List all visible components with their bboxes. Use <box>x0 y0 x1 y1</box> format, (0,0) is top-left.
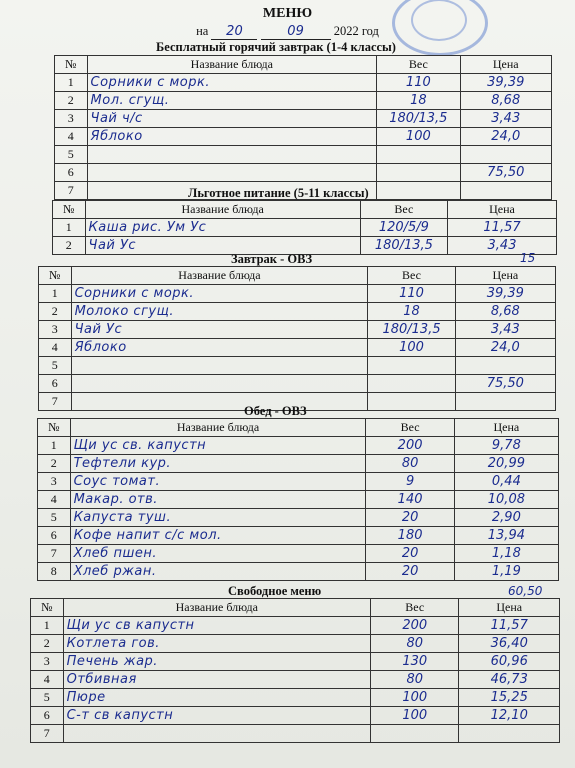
row-number: 1 <box>55 74 88 92</box>
row-number: 3 <box>31 653 64 671</box>
section-title: Свободное меню <box>228 584 322 598</box>
row-number: 8 <box>38 563 71 581</box>
column-header: Цена <box>448 201 557 219</box>
row-number: 2 <box>38 455 71 473</box>
handwritten-note: 60,50 <box>508 584 543 598</box>
table-header <box>38 419 559 437</box>
dish-name: Яблоко <box>87 128 377 146</box>
column-header: Вес <box>366 419 454 437</box>
row-number: 6 <box>31 707 64 725</box>
column-header: Цена <box>459 599 560 617</box>
dish-price: 20,99 <box>454 455 558 473</box>
row-number: 6 <box>55 164 88 182</box>
table-row <box>38 545 559 563</box>
section-title: Обед - ОВЗ <box>244 404 307 418</box>
dish-weight: 180 <box>366 527 454 545</box>
table-header <box>39 267 556 285</box>
dish-name: Хлеб ржан. <box>70 563 366 581</box>
dish-name: Чай ч/с <box>87 110 377 128</box>
menu-date: на 20 09 2022 год <box>196 24 379 39</box>
dish-weight <box>368 375 455 393</box>
dish-weight: 180/13,5 <box>360 237 447 255</box>
column-header: № <box>55 56 88 74</box>
table-row <box>31 725 560 743</box>
dish-name <box>87 164 377 182</box>
date-day: 20 <box>211 24 257 40</box>
dish-weight: 9 <box>366 473 454 491</box>
dish-weight <box>377 164 460 182</box>
dish-price: 12,10 <box>459 707 560 725</box>
table-row <box>38 455 559 473</box>
dish-name: Щи ус св. капустн <box>70 437 366 455</box>
dish-weight: 80 <box>371 635 459 653</box>
dish-price <box>459 725 560 743</box>
menu-table <box>37 418 559 581</box>
dish-weight: 110 <box>368 285 455 303</box>
dish-name: Кофе напит с/с мол. <box>70 527 366 545</box>
column-header: Название блюда <box>70 419 366 437</box>
row-number: 5 <box>38 509 71 527</box>
table-row <box>38 563 559 581</box>
row-number: 5 <box>31 689 64 707</box>
handwritten-note: 15 <box>520 251 536 265</box>
row-number: 4 <box>39 339 72 357</box>
dish-weight: 130 <box>371 653 459 671</box>
dish-weight: 20 <box>366 545 454 563</box>
dish-price <box>455 357 555 375</box>
dish-weight: 100 <box>368 339 455 357</box>
dish-name <box>71 357 368 375</box>
dish-weight: 18 <box>368 303 455 321</box>
table-row <box>39 357 556 375</box>
dish-price: 1,19 <box>454 563 558 581</box>
dish-name: Щи ус св капустн <box>63 617 370 635</box>
dish-price: 1,18 <box>454 545 558 563</box>
date-month: 09 <box>261 24 331 40</box>
dish-name: Молоко сгущ. <box>71 303 368 321</box>
table-row <box>55 146 552 164</box>
menu-table <box>52 200 557 255</box>
dish-name: Соус томат. <box>70 473 366 491</box>
table-row <box>55 110 552 128</box>
column-header: Название блюда <box>85 201 360 219</box>
table-row <box>38 527 559 545</box>
dish-weight <box>371 725 459 743</box>
dish-price: 39,39 <box>455 285 555 303</box>
column-header: Название блюда <box>71 267 368 285</box>
dish-price: 3,43 <box>455 321 555 339</box>
row-number: 1 <box>38 437 71 455</box>
dish-name: Чай Ус <box>71 321 368 339</box>
dish-weight: 140 <box>366 491 454 509</box>
row-number: 5 <box>39 357 72 375</box>
dish-name: Каша рис. Ум Ус <box>85 219 360 237</box>
column-header: Вес <box>371 599 459 617</box>
dish-name: Тефтели кур. <box>70 455 366 473</box>
row-number: 6 <box>39 375 72 393</box>
row-number: 6 <box>38 527 71 545</box>
column-header: № <box>39 267 72 285</box>
column-header: Цена <box>454 419 558 437</box>
row-number: 3 <box>55 110 88 128</box>
dish-price <box>460 182 551 200</box>
menu-table <box>38 266 556 411</box>
dish-price <box>460 146 551 164</box>
row-number: 4 <box>38 491 71 509</box>
dish-price <box>455 393 555 411</box>
column-header: Название блюда <box>87 56 377 74</box>
column-header: № <box>38 419 71 437</box>
table-row <box>31 689 560 707</box>
table-row <box>31 707 560 725</box>
dish-price: 10,08 <box>454 491 558 509</box>
dish-name: Печень жар. <box>63 653 370 671</box>
dish-price: 36,40 <box>459 635 560 653</box>
dish-name: Сорники с морк. <box>87 74 377 92</box>
dish-name: Отбивная <box>63 671 370 689</box>
column-header: Вес <box>368 267 455 285</box>
dish-weight: 100 <box>371 707 459 725</box>
row-number: 3 <box>38 473 71 491</box>
row-number: 3 <box>39 321 72 339</box>
column-header: Цена <box>460 56 551 74</box>
dish-weight: 80 <box>371 671 459 689</box>
dish-name: Сорники с морк. <box>71 285 368 303</box>
table-header <box>55 56 552 74</box>
dish-name: С-т св капустн <box>63 707 370 725</box>
table-header <box>31 599 560 617</box>
dish-price: 75,50 <box>455 375 555 393</box>
dish-weight: 80 <box>366 455 454 473</box>
section-title: Бесплатный горячий завтрак (1-4 классы) <box>156 40 396 54</box>
row-number: 1 <box>53 219 86 237</box>
dish-price: 9,78 <box>454 437 558 455</box>
row-number: 4 <box>55 128 88 146</box>
dish-weight: 180/13,5 <box>377 110 460 128</box>
table-row <box>55 92 552 110</box>
row-number: 1 <box>31 617 64 635</box>
dish-name: Мол. сгущ. <box>87 92 377 110</box>
row-number: 1 <box>39 285 72 303</box>
dish-weight: 18 <box>377 92 460 110</box>
table-row <box>39 303 556 321</box>
dish-price: 2,90 <box>454 509 558 527</box>
dish-price: 46,73 <box>459 671 560 689</box>
dish-name: Котлета гов. <box>63 635 370 653</box>
table-row <box>31 653 560 671</box>
dish-weight <box>377 146 460 164</box>
row-number: 2 <box>31 635 64 653</box>
dish-price: 11,57 <box>448 219 557 237</box>
table-header <box>53 201 557 219</box>
dish-name: Макар. отв. <box>70 491 366 509</box>
dish-price: 8,68 <box>455 303 555 321</box>
dish-weight: 20 <box>366 509 454 527</box>
table-row <box>31 671 560 689</box>
column-header: Название блюда <box>63 599 370 617</box>
menu-table <box>30 598 560 743</box>
dish-weight: 200 <box>366 437 454 455</box>
table-row <box>31 635 560 653</box>
dish-name <box>63 725 370 743</box>
dish-weight: 180/13,5 <box>368 321 455 339</box>
row-number: 4 <box>31 671 64 689</box>
table-row <box>38 437 559 455</box>
dish-price: 3,43 <box>448 237 557 255</box>
row-number: 2 <box>53 237 86 255</box>
table-row <box>55 164 552 182</box>
dish-name <box>87 146 377 164</box>
dish-weight: 100 <box>377 128 460 146</box>
section-title: Льготное питание (5-11 классы) <box>188 186 369 200</box>
table-row <box>53 219 557 237</box>
column-header: Вес <box>377 56 460 74</box>
dish-price: 0,44 <box>454 473 558 491</box>
dish-price: 39,39 <box>460 74 551 92</box>
dish-price: 60,96 <box>459 653 560 671</box>
dish-weight: 110 <box>377 74 460 92</box>
section-title: Завтрак - ОВЗ <box>231 252 313 266</box>
dish-price: 3,43 <box>460 110 551 128</box>
dish-weight <box>377 182 460 200</box>
dish-price: 24,0 <box>455 339 555 357</box>
row-number: 2 <box>39 303 72 321</box>
dish-name: Чай Ус <box>85 237 360 255</box>
dish-name: Хлеб пшен. <box>70 545 366 563</box>
column-header: Вес <box>360 201 447 219</box>
table-row <box>31 617 560 635</box>
dish-price: 8,68 <box>460 92 551 110</box>
dish-price: 15,25 <box>459 689 560 707</box>
column-header: Цена <box>455 267 555 285</box>
dish-weight: 100 <box>371 689 459 707</box>
dish-weight <box>368 393 455 411</box>
menu-title: МЕНЮ <box>262 6 313 21</box>
table-row <box>39 285 556 303</box>
table-row <box>55 74 552 92</box>
dish-price: 13,94 <box>454 527 558 545</box>
dish-weight: 20 <box>366 563 454 581</box>
table-row <box>38 473 559 491</box>
dish-name: Яблоко <box>71 339 368 357</box>
row-number: 5 <box>55 146 88 164</box>
column-header: № <box>31 599 64 617</box>
dish-name <box>71 393 368 411</box>
dish-name: Пюре <box>63 689 370 707</box>
dish-name <box>71 375 368 393</box>
table-row <box>38 491 559 509</box>
row-number: 7 <box>39 393 72 411</box>
row-number: 2 <box>55 92 88 110</box>
table-row <box>39 375 556 393</box>
dish-price: 24,0 <box>460 128 551 146</box>
dish-weight <box>368 357 455 375</box>
row-number: 7 <box>31 725 64 743</box>
dish-price: 75,50 <box>460 164 551 182</box>
table-row <box>38 509 559 527</box>
row-number: 7 <box>38 545 71 563</box>
dish-price: 11,57 <box>459 617 560 635</box>
dish-weight: 200 <box>371 617 459 635</box>
dish-name: Капуста туш. <box>70 509 366 527</box>
menu-table <box>54 55 552 200</box>
table-row <box>55 128 552 146</box>
dish-weight: 120/5/9 <box>360 219 447 237</box>
column-header: № <box>53 201 86 219</box>
row-number: 7 <box>55 182 88 200</box>
table-row <box>39 321 556 339</box>
table-row <box>39 339 556 357</box>
